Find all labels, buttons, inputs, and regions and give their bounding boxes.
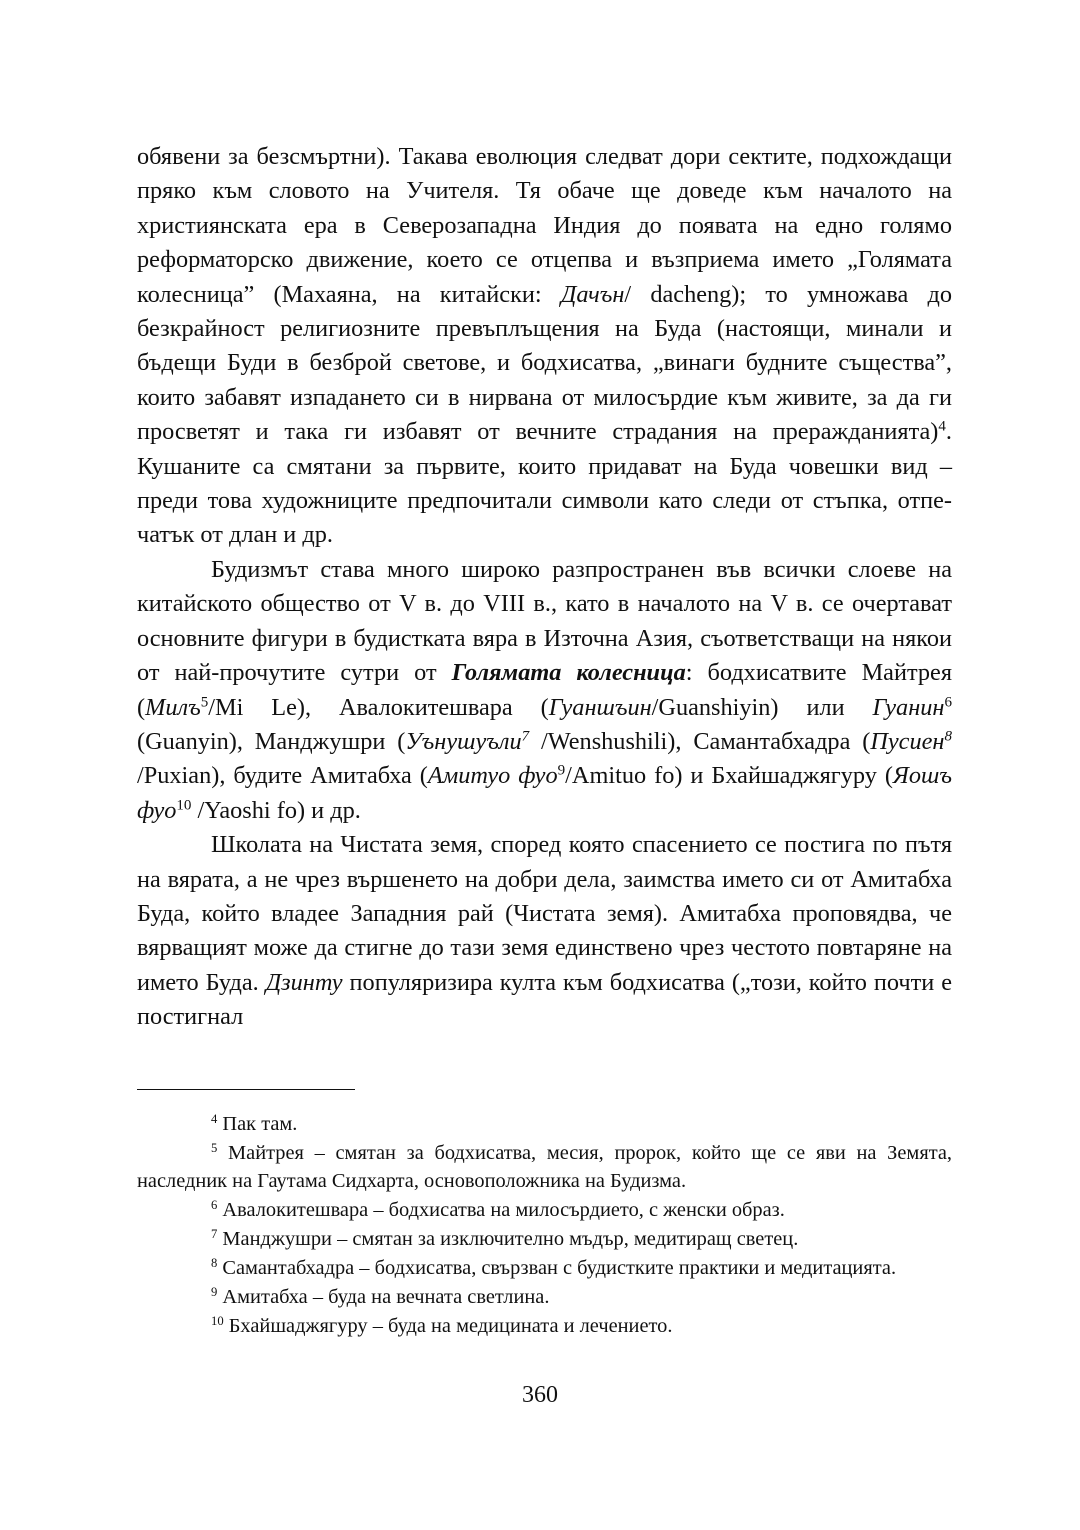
footnote-text: Бхайшаджягуру – буда на медицината и лечението. [223,1315,673,1338]
footnote-text: Майтрея – смятан за бодхисатва, месия, пророк, който ще се яви на Земята, наследник на Гаутама Сидхарта, основоположника на Будизма. [137,1142,952,1192]
emphasis-italic: Яошъ фуо [137,762,952,824]
emphasis-italic: Пусиен [870,727,945,755]
text-run: /Mi Le), Авалокитешвара ( [208,693,549,721]
footnote-number: 7 [211,1227,218,1242]
emphasis-italic: Дзинту [265,968,343,996]
footnote-ref: 5 [200,694,209,711]
text-run: / dacheng); то умножава до безкрайност религиозните превъплъщения на Буда (настоящи, минали и бъдещи Буди в безброй светове, и бодхисатва, „винаги будните същества”, които забавят изпадането си в нирвана от милосърдие към живите, за да ги просветят и така ги избавят от вечните страдания на преражданията) [137,280,952,446]
text-run: обявени за безсмъртни). Такава еволюция следват дори сектите, подхождащи пряко към словото на Учителя. Тя обаче ще доведе към началото на християнската ера в Северозападна Индия до появата на едно голямо реформаторско движение, което се отцепва и възприема името „Голямата колесница” (Махаяна, на китайски: [137,143,952,308]
footnote-text: Амитабха – буда на вечната светлина. [217,1286,550,1309]
emphasis-bold-italic: Голямата колесница [451,659,686,687]
emphasis-italic: Дачън [560,280,625,308]
text-run: Будизмът става много широко разпространен във всички слоеве на китайското общество от V в. до VIII в., като в началото на V в. се очертават основните фигури в будистката вяра в Източна Азия, съответстващи на някои от най-прочутите сутри от [137,555,952,687]
footnote [137,1313,952,1341]
text-run: /Guanshiyin) или [651,693,873,721]
emphasis-italic: Амитуо фуо [427,762,558,790]
main-text [137,140,952,1035]
page-number: 360 [522,1382,558,1408]
emphasis-italic: Милъ [145,693,201,721]
footnote-ref: 8 [944,728,952,745]
page-body [137,140,952,1035]
footnote-number: 9 [211,1285,218,1300]
emphasis-italic: Гуанин [872,693,945,721]
footnote-text: Самантабхадра – бодхисатва, свързван с будистките практики и медитацията. [217,1257,897,1280]
footnote-number: 10 [211,1314,224,1329]
footnote-number: 5 [211,1141,218,1156]
paragraph [137,140,952,553]
footnote [137,1111,952,1139]
footnote-ref: 10 [176,797,192,814]
footnote [137,1284,952,1312]
footnote [137,1197,952,1225]
emphasis-italic: Уънушуъли [405,727,522,755]
footnote-ref: 4 [938,418,946,435]
footnote-ref: 9 [557,763,566,780]
footnote-number: 8 [211,1256,218,1271]
text-run: популяризира култа към бодхисатва („този, който почти е постигнал [137,968,952,1031]
footnote-number: 6 [211,1198,218,1213]
text-run: /Wenshushili), Самантабхадра ( [529,727,871,755]
footnote [137,1226,952,1254]
emphasis-italic: Гуаншъин [548,693,652,721]
text-run: : бодхисатвите Майтрея ( [137,659,952,721]
text-run: /Yaoshi fo) и др. [191,796,361,824]
text-run: Школата на Чистата земя, според която спасението се постига по пътя на вярата, а не чрез вършенето на добри дела, заимства името си от Амитабха Буда, който владее Западния рай (Чистата земя). Амитабха проповядва, че вярващият може да стигне до тази земя единствено чрез честото повтаряне на името Буда. [137,831,952,996]
footnotes [137,1111,952,1343]
text-run: /Puxian), будите Амитабха ( [137,762,428,790]
footnote-separator [137,1089,355,1090]
footnote [137,1140,952,1196]
footnote-text: Манджушри – смятан за изключително мъдър, медитиращ светец. [217,1228,799,1251]
text-run: . Кушаните са смятани за първите, които придават на Буда човешки вид – преди това художниците предпочитали символи като следи от стъпка, отпечатък от длан и др. [137,418,952,549]
text-run: /Amituo fo) и Бхайшаджягуру ( [565,762,893,790]
footnote-ref: 7 [521,728,530,745]
paragraph [137,828,952,1034]
footnote [137,1255,952,1283]
text-run: (Guanyin), Манджушри ( [137,727,406,755]
footnote-text: Авалокитешвара – бодхисатва на милосърдието, с женски образ. [217,1199,785,1222]
footnote-text: Пак там. [217,1113,298,1135]
footnote-number: 4 [211,1112,218,1127]
footnote-ref: 6 [944,694,952,711]
paragraph [137,553,952,828]
